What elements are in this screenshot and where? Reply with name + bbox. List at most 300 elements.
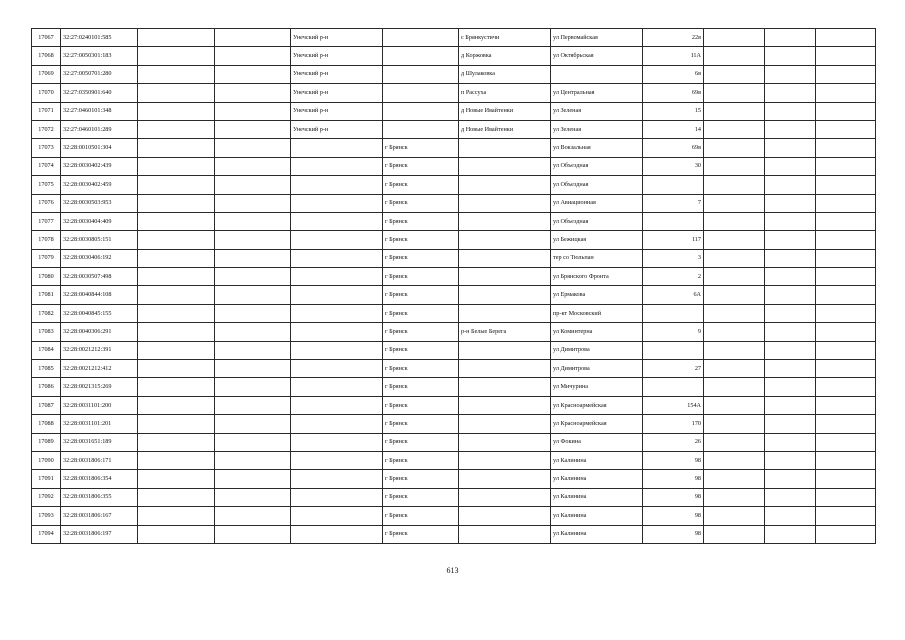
cadastral-number-cell: 32:28:0031806:167 bbox=[61, 507, 138, 525]
settlement-cell: д Коржовка bbox=[459, 47, 551, 65]
district-cell bbox=[291, 470, 383, 488]
record-number-cell: 17083 bbox=[32, 323, 61, 341]
empty-cell bbox=[765, 212, 816, 230]
empty-cell bbox=[138, 231, 215, 249]
street-cell: ул Калинина bbox=[551, 525, 643, 543]
empty-cell bbox=[704, 360, 765, 378]
empty-cell bbox=[704, 433, 765, 451]
empty-cell bbox=[215, 433, 291, 451]
street-cell: ул Первомайская bbox=[551, 29, 643, 47]
district-cell: Унечский р-н bbox=[291, 102, 383, 120]
district-cell bbox=[291, 525, 383, 543]
district-cell bbox=[291, 341, 383, 359]
street-cell: ул Брянского Фронта bbox=[551, 268, 643, 286]
empty-cell bbox=[138, 396, 215, 414]
cadastral-number-cell: 32:28:0031806:355 bbox=[61, 488, 138, 506]
empty-cell bbox=[704, 378, 765, 396]
empty-cell bbox=[704, 84, 765, 102]
record-number-cell: 17080 bbox=[32, 268, 61, 286]
empty-cell bbox=[215, 341, 291, 359]
empty-cell bbox=[816, 176, 876, 194]
empty-cell bbox=[215, 102, 291, 120]
record-number-cell: 17085 bbox=[32, 360, 61, 378]
city-cell: г Брянск bbox=[383, 176, 459, 194]
empty-cell bbox=[765, 65, 816, 83]
district-cell: Унечский р-н bbox=[291, 120, 383, 138]
street-cell: ул Калинина bbox=[551, 488, 643, 506]
settlement-cell bbox=[459, 396, 551, 414]
empty-cell bbox=[816, 415, 876, 433]
table-row bbox=[32, 323, 876, 341]
district-cell bbox=[291, 415, 383, 433]
empty-cell bbox=[704, 396, 765, 414]
street-cell: ул Димитрова bbox=[551, 341, 643, 359]
house-number-cell: 98 bbox=[643, 451, 704, 469]
house-number-cell: 27 bbox=[643, 360, 704, 378]
empty-cell bbox=[704, 488, 765, 506]
empty-cell bbox=[215, 286, 291, 304]
record-number-cell: 17075 bbox=[32, 176, 61, 194]
cadastral-number-cell: 32:28:0031806:171 bbox=[61, 451, 138, 469]
settlement-cell bbox=[459, 249, 551, 267]
city-cell bbox=[383, 29, 459, 47]
street-cell: ул Объездная bbox=[551, 212, 643, 230]
street-cell: ул Калинина bbox=[551, 470, 643, 488]
empty-cell bbox=[765, 47, 816, 65]
table-row bbox=[32, 29, 876, 47]
settlement-cell bbox=[459, 341, 551, 359]
record-number-cell: 17073 bbox=[32, 139, 61, 157]
empty-cell bbox=[138, 47, 215, 65]
settlement-cell bbox=[459, 360, 551, 378]
table-row bbox=[32, 212, 876, 230]
city-cell: г Брянск bbox=[383, 507, 459, 525]
table-row bbox=[32, 415, 876, 433]
cadastral-number-cell: 32:28:0040845:155 bbox=[61, 304, 138, 322]
table-row bbox=[32, 451, 876, 469]
district-cell bbox=[291, 231, 383, 249]
district-cell bbox=[291, 212, 383, 230]
empty-cell bbox=[138, 194, 215, 212]
empty-cell bbox=[765, 470, 816, 488]
table-row bbox=[32, 157, 876, 175]
empty-cell bbox=[704, 157, 765, 175]
empty-cell bbox=[138, 378, 215, 396]
table-row bbox=[32, 231, 876, 249]
empty-cell bbox=[138, 120, 215, 138]
district-cell bbox=[291, 249, 383, 267]
cadastral-number-cell: 32:28:0030507:498 bbox=[61, 268, 138, 286]
empty-cell bbox=[816, 451, 876, 469]
city-cell: г Брянск bbox=[383, 194, 459, 212]
empty-cell bbox=[138, 84, 215, 102]
city-cell: г Брянск bbox=[383, 470, 459, 488]
record-number-cell: 17088 bbox=[32, 415, 61, 433]
city-cell bbox=[383, 65, 459, 83]
record-number-cell: 17089 bbox=[32, 433, 61, 451]
house-number-cell: 2 bbox=[643, 268, 704, 286]
city-cell: г Брянск bbox=[383, 396, 459, 414]
house-number-cell: 98 bbox=[643, 507, 704, 525]
empty-cell bbox=[138, 525, 215, 543]
empty-cell bbox=[816, 157, 876, 175]
empty-cell bbox=[704, 323, 765, 341]
district-cell bbox=[291, 507, 383, 525]
street-cell: ул Объездная bbox=[551, 176, 643, 194]
cadastral-number-cell: 32:28:0031806:197 bbox=[61, 525, 138, 543]
city-cell: г Брянск bbox=[383, 139, 459, 157]
empty-cell bbox=[138, 433, 215, 451]
city-cell: г Брянск bbox=[383, 286, 459, 304]
record-number-cell: 17078 bbox=[32, 231, 61, 249]
district-cell bbox=[291, 176, 383, 194]
record-number-cell: 17074 bbox=[32, 157, 61, 175]
settlement-cell: р-н Белые Берега bbox=[459, 323, 551, 341]
empty-cell bbox=[816, 249, 876, 267]
cadastral-number-cell: 32:28:0040306:291 bbox=[61, 323, 138, 341]
record-number-cell: 17093 bbox=[32, 507, 61, 525]
city-cell bbox=[383, 120, 459, 138]
district-cell bbox=[291, 304, 383, 322]
record-number-cell: 17091 bbox=[32, 470, 61, 488]
street-cell: ул Ермакова bbox=[551, 286, 643, 304]
empty-cell bbox=[704, 194, 765, 212]
empty-cell bbox=[215, 47, 291, 65]
city-cell: г Брянск bbox=[383, 157, 459, 175]
empty-cell bbox=[138, 470, 215, 488]
settlement-cell: д Шулаковка bbox=[459, 65, 551, 83]
cadastral-number-cell: 32:28:0030805:151 bbox=[61, 231, 138, 249]
empty-cell bbox=[765, 304, 816, 322]
empty-cell bbox=[816, 488, 876, 506]
street-cell: тер со Тюльпан bbox=[551, 249, 643, 267]
table-row bbox=[32, 470, 876, 488]
empty-cell bbox=[138, 286, 215, 304]
empty-cell bbox=[816, 268, 876, 286]
empty-cell bbox=[138, 65, 215, 83]
settlement-cell bbox=[459, 488, 551, 506]
street-cell bbox=[551, 65, 643, 83]
record-number-cell: 17086 bbox=[32, 378, 61, 396]
cadastral-number-cell: 32:27:0050301:183 bbox=[61, 47, 138, 65]
empty-cell bbox=[816, 231, 876, 249]
empty-cell bbox=[765, 525, 816, 543]
empty-cell bbox=[138, 139, 215, 157]
house-number-cell bbox=[643, 212, 704, 230]
empty-cell bbox=[215, 212, 291, 230]
settlement-cell bbox=[459, 378, 551, 396]
empty-cell bbox=[704, 470, 765, 488]
record-number-cell: 17067 bbox=[32, 29, 61, 47]
empty-cell bbox=[138, 323, 215, 341]
empty-cell bbox=[765, 268, 816, 286]
empty-cell bbox=[704, 415, 765, 433]
empty-cell bbox=[138, 176, 215, 194]
empty-cell bbox=[816, 139, 876, 157]
cadastral-number-cell: 32:28:0031806:354 bbox=[61, 470, 138, 488]
street-cell: ул Объездная bbox=[551, 157, 643, 175]
house-number-cell bbox=[643, 341, 704, 359]
empty-cell bbox=[816, 341, 876, 359]
street-cell: ул Зеленая bbox=[551, 120, 643, 138]
table-row bbox=[32, 268, 876, 286]
street-cell: ул Бежицкая bbox=[551, 231, 643, 249]
district-cell bbox=[291, 451, 383, 469]
settlement-cell bbox=[459, 525, 551, 543]
empty-cell bbox=[704, 341, 765, 359]
cadastral-number-cell: 32:27:0050701:280 bbox=[61, 65, 138, 83]
cadastral-number-cell: 32:28:0030404:409 bbox=[61, 212, 138, 230]
empty-cell bbox=[215, 249, 291, 267]
district-cell: Унечский р-н bbox=[291, 29, 383, 47]
empty-cell bbox=[704, 525, 765, 543]
empty-cell bbox=[215, 268, 291, 286]
cadastral-number-cell: 32:28:0030503:953 bbox=[61, 194, 138, 212]
empty-cell bbox=[704, 231, 765, 249]
empty-cell bbox=[765, 415, 816, 433]
record-number-cell: 17071 bbox=[32, 102, 61, 120]
house-number-cell: 3 bbox=[643, 249, 704, 267]
city-cell: г Брянск bbox=[383, 268, 459, 286]
empty-cell bbox=[704, 451, 765, 469]
registry-table-body bbox=[32, 29, 876, 544]
empty-cell bbox=[704, 304, 765, 322]
cadastral-number-cell: 32:28:0031101:201 bbox=[61, 415, 138, 433]
empty-cell bbox=[215, 525, 291, 543]
empty-cell bbox=[816, 525, 876, 543]
empty-cell bbox=[138, 507, 215, 525]
district-cell bbox=[291, 139, 383, 157]
cadastral-number-cell: 32:27:0460101:348 bbox=[61, 102, 138, 120]
table-row bbox=[32, 360, 876, 378]
city-cell bbox=[383, 84, 459, 102]
empty-cell bbox=[704, 268, 765, 286]
settlement-cell bbox=[459, 415, 551, 433]
city-cell: г Брянск bbox=[383, 488, 459, 506]
empty-cell bbox=[816, 120, 876, 138]
empty-cell bbox=[816, 304, 876, 322]
table-row bbox=[32, 249, 876, 267]
cadastral-number-cell: 32:27:0350901:640 bbox=[61, 84, 138, 102]
empty-cell bbox=[765, 139, 816, 157]
empty-cell bbox=[816, 47, 876, 65]
empty-cell bbox=[816, 470, 876, 488]
table-row bbox=[32, 47, 876, 65]
record-number-cell: 17094 bbox=[32, 525, 61, 543]
empty-cell bbox=[215, 157, 291, 175]
table-row bbox=[32, 488, 876, 506]
empty-cell bbox=[704, 29, 765, 47]
empty-cell bbox=[765, 102, 816, 120]
district-cell bbox=[291, 433, 383, 451]
empty-cell bbox=[138, 451, 215, 469]
empty-cell bbox=[765, 396, 816, 414]
empty-cell bbox=[215, 176, 291, 194]
street-cell: ул Центральная bbox=[551, 84, 643, 102]
empty-cell bbox=[765, 249, 816, 267]
district-cell: Унечский р-н bbox=[291, 47, 383, 65]
cadastral-number-cell: 32:28:0021315:269 bbox=[61, 378, 138, 396]
city-cell bbox=[383, 47, 459, 65]
house-number-cell: 14 bbox=[643, 120, 704, 138]
city-cell: г Брянск bbox=[383, 341, 459, 359]
street-cell: ул Димитрова bbox=[551, 360, 643, 378]
empty-cell bbox=[765, 231, 816, 249]
settlement-cell bbox=[459, 194, 551, 212]
district-cell bbox=[291, 378, 383, 396]
empty-cell bbox=[765, 488, 816, 506]
settlement-cell bbox=[459, 470, 551, 488]
empty-cell bbox=[215, 507, 291, 525]
empty-cell bbox=[215, 120, 291, 138]
house-number-cell bbox=[643, 304, 704, 322]
house-number-cell: 117 bbox=[643, 231, 704, 249]
settlement-cell bbox=[459, 433, 551, 451]
street-cell: ул Калинина bbox=[551, 507, 643, 525]
city-cell: г Брянск bbox=[383, 304, 459, 322]
empty-cell bbox=[765, 360, 816, 378]
record-number-cell: 17084 bbox=[32, 341, 61, 359]
table-row bbox=[32, 194, 876, 212]
district-cell: Унечский р-н bbox=[291, 84, 383, 102]
cadastral-number-cell: 32:27:0460101:289 bbox=[61, 120, 138, 138]
house-number-cell: 69в bbox=[643, 139, 704, 157]
settlement-cell bbox=[459, 268, 551, 286]
record-number-cell: 17092 bbox=[32, 488, 61, 506]
empty-cell bbox=[138, 212, 215, 230]
empty-cell bbox=[138, 157, 215, 175]
settlement-cell bbox=[459, 507, 551, 525]
table-row bbox=[32, 286, 876, 304]
record-number-cell: 17081 bbox=[32, 286, 61, 304]
street-cell: ул Красноармейская bbox=[551, 415, 643, 433]
empty-cell bbox=[215, 231, 291, 249]
district-cell bbox=[291, 360, 383, 378]
settlement-cell: д Новые Ивайтенки bbox=[459, 102, 551, 120]
city-cell: г Брянск bbox=[383, 249, 459, 267]
house-number-cell: 26 bbox=[643, 433, 704, 451]
cadastral-number-cell: 32:28:0021212:391 bbox=[61, 341, 138, 359]
empty-cell bbox=[215, 84, 291, 102]
empty-cell bbox=[704, 120, 765, 138]
street-cell: ул Зеленая bbox=[551, 102, 643, 120]
empty-cell bbox=[704, 47, 765, 65]
record-number-cell: 17068 bbox=[32, 47, 61, 65]
street-cell: ул Мичурина bbox=[551, 378, 643, 396]
street-cell: ул Октябрьская bbox=[551, 47, 643, 65]
empty-cell bbox=[816, 396, 876, 414]
empty-cell bbox=[138, 360, 215, 378]
street-cell: пр-кт Московский bbox=[551, 304, 643, 322]
table-row bbox=[32, 120, 876, 138]
empty-cell bbox=[215, 65, 291, 83]
empty-cell bbox=[138, 29, 215, 47]
table-row bbox=[32, 378, 876, 396]
street-cell: ул Вокзальная bbox=[551, 139, 643, 157]
cadastral-number-cell: 32:28:0010501:304 bbox=[61, 139, 138, 157]
record-number-cell: 17082 bbox=[32, 304, 61, 322]
table-row bbox=[32, 102, 876, 120]
house-number-cell: 6А bbox=[643, 286, 704, 304]
settlement-cell bbox=[459, 139, 551, 157]
empty-cell bbox=[816, 65, 876, 83]
cadastral-number-cell: 32:28:0030402:459 bbox=[61, 176, 138, 194]
empty-cell bbox=[215, 29, 291, 47]
empty-cell bbox=[765, 176, 816, 194]
house-number-cell: 6в bbox=[643, 65, 704, 83]
city-cell bbox=[383, 102, 459, 120]
empty-cell bbox=[138, 341, 215, 359]
district-cell bbox=[291, 286, 383, 304]
cadastral-number-cell: 32:28:0031101:200 bbox=[61, 396, 138, 414]
house-number-cell: 9 bbox=[643, 323, 704, 341]
empty-cell bbox=[816, 360, 876, 378]
table-row bbox=[32, 433, 876, 451]
table-row bbox=[32, 304, 876, 322]
city-cell: г Брянск bbox=[383, 451, 459, 469]
settlement-cell bbox=[459, 176, 551, 194]
settlement-cell bbox=[459, 231, 551, 249]
street-cell: ул Калинина bbox=[551, 451, 643, 469]
cadastral-number-cell: 32:28:0021212:412 bbox=[61, 360, 138, 378]
house-number-cell: 30 bbox=[643, 157, 704, 175]
empty-cell bbox=[765, 157, 816, 175]
empty-cell bbox=[765, 323, 816, 341]
house-number-cell: 98 bbox=[643, 470, 704, 488]
table-row bbox=[32, 176, 876, 194]
cadastral-number-cell: 32:28:0030402:439 bbox=[61, 157, 138, 175]
house-number-cell: 15 bbox=[643, 102, 704, 120]
settlement-cell bbox=[459, 212, 551, 230]
registry-table bbox=[31, 28, 876, 544]
empty-cell bbox=[704, 286, 765, 304]
empty-cell bbox=[215, 470, 291, 488]
house-number-cell: 11А bbox=[643, 47, 704, 65]
district-cell: Унечский р-н bbox=[291, 65, 383, 83]
empty-cell bbox=[765, 451, 816, 469]
city-cell: г Брянск bbox=[383, 323, 459, 341]
page-number: 613 bbox=[446, 566, 459, 575]
empty-cell bbox=[138, 268, 215, 286]
cadastral-number-cell: 32:28:0030406:192 bbox=[61, 249, 138, 267]
empty-cell bbox=[765, 378, 816, 396]
empty-cell bbox=[765, 120, 816, 138]
empty-cell bbox=[138, 415, 215, 433]
house-number-cell bbox=[643, 176, 704, 194]
cadastral-number-cell: 32:28:0031651:189 bbox=[61, 433, 138, 451]
empty-cell bbox=[816, 286, 876, 304]
empty-cell bbox=[215, 194, 291, 212]
empty-cell bbox=[816, 507, 876, 525]
empty-cell bbox=[215, 378, 291, 396]
empty-cell bbox=[138, 488, 215, 506]
table-row bbox=[32, 525, 876, 543]
table-row bbox=[32, 139, 876, 157]
table-row bbox=[32, 65, 876, 83]
empty-cell bbox=[704, 507, 765, 525]
record-number-cell: 17087 bbox=[32, 396, 61, 414]
house-number-cell: 170 bbox=[643, 415, 704, 433]
record-number-cell: 17090 bbox=[32, 451, 61, 469]
empty-cell bbox=[816, 84, 876, 102]
empty-cell bbox=[816, 212, 876, 230]
empty-cell bbox=[138, 304, 215, 322]
empty-cell bbox=[816, 378, 876, 396]
empty-cell bbox=[765, 286, 816, 304]
record-number-cell: 17070 bbox=[32, 84, 61, 102]
record-number-cell: 17072 bbox=[32, 120, 61, 138]
table-row bbox=[32, 84, 876, 102]
